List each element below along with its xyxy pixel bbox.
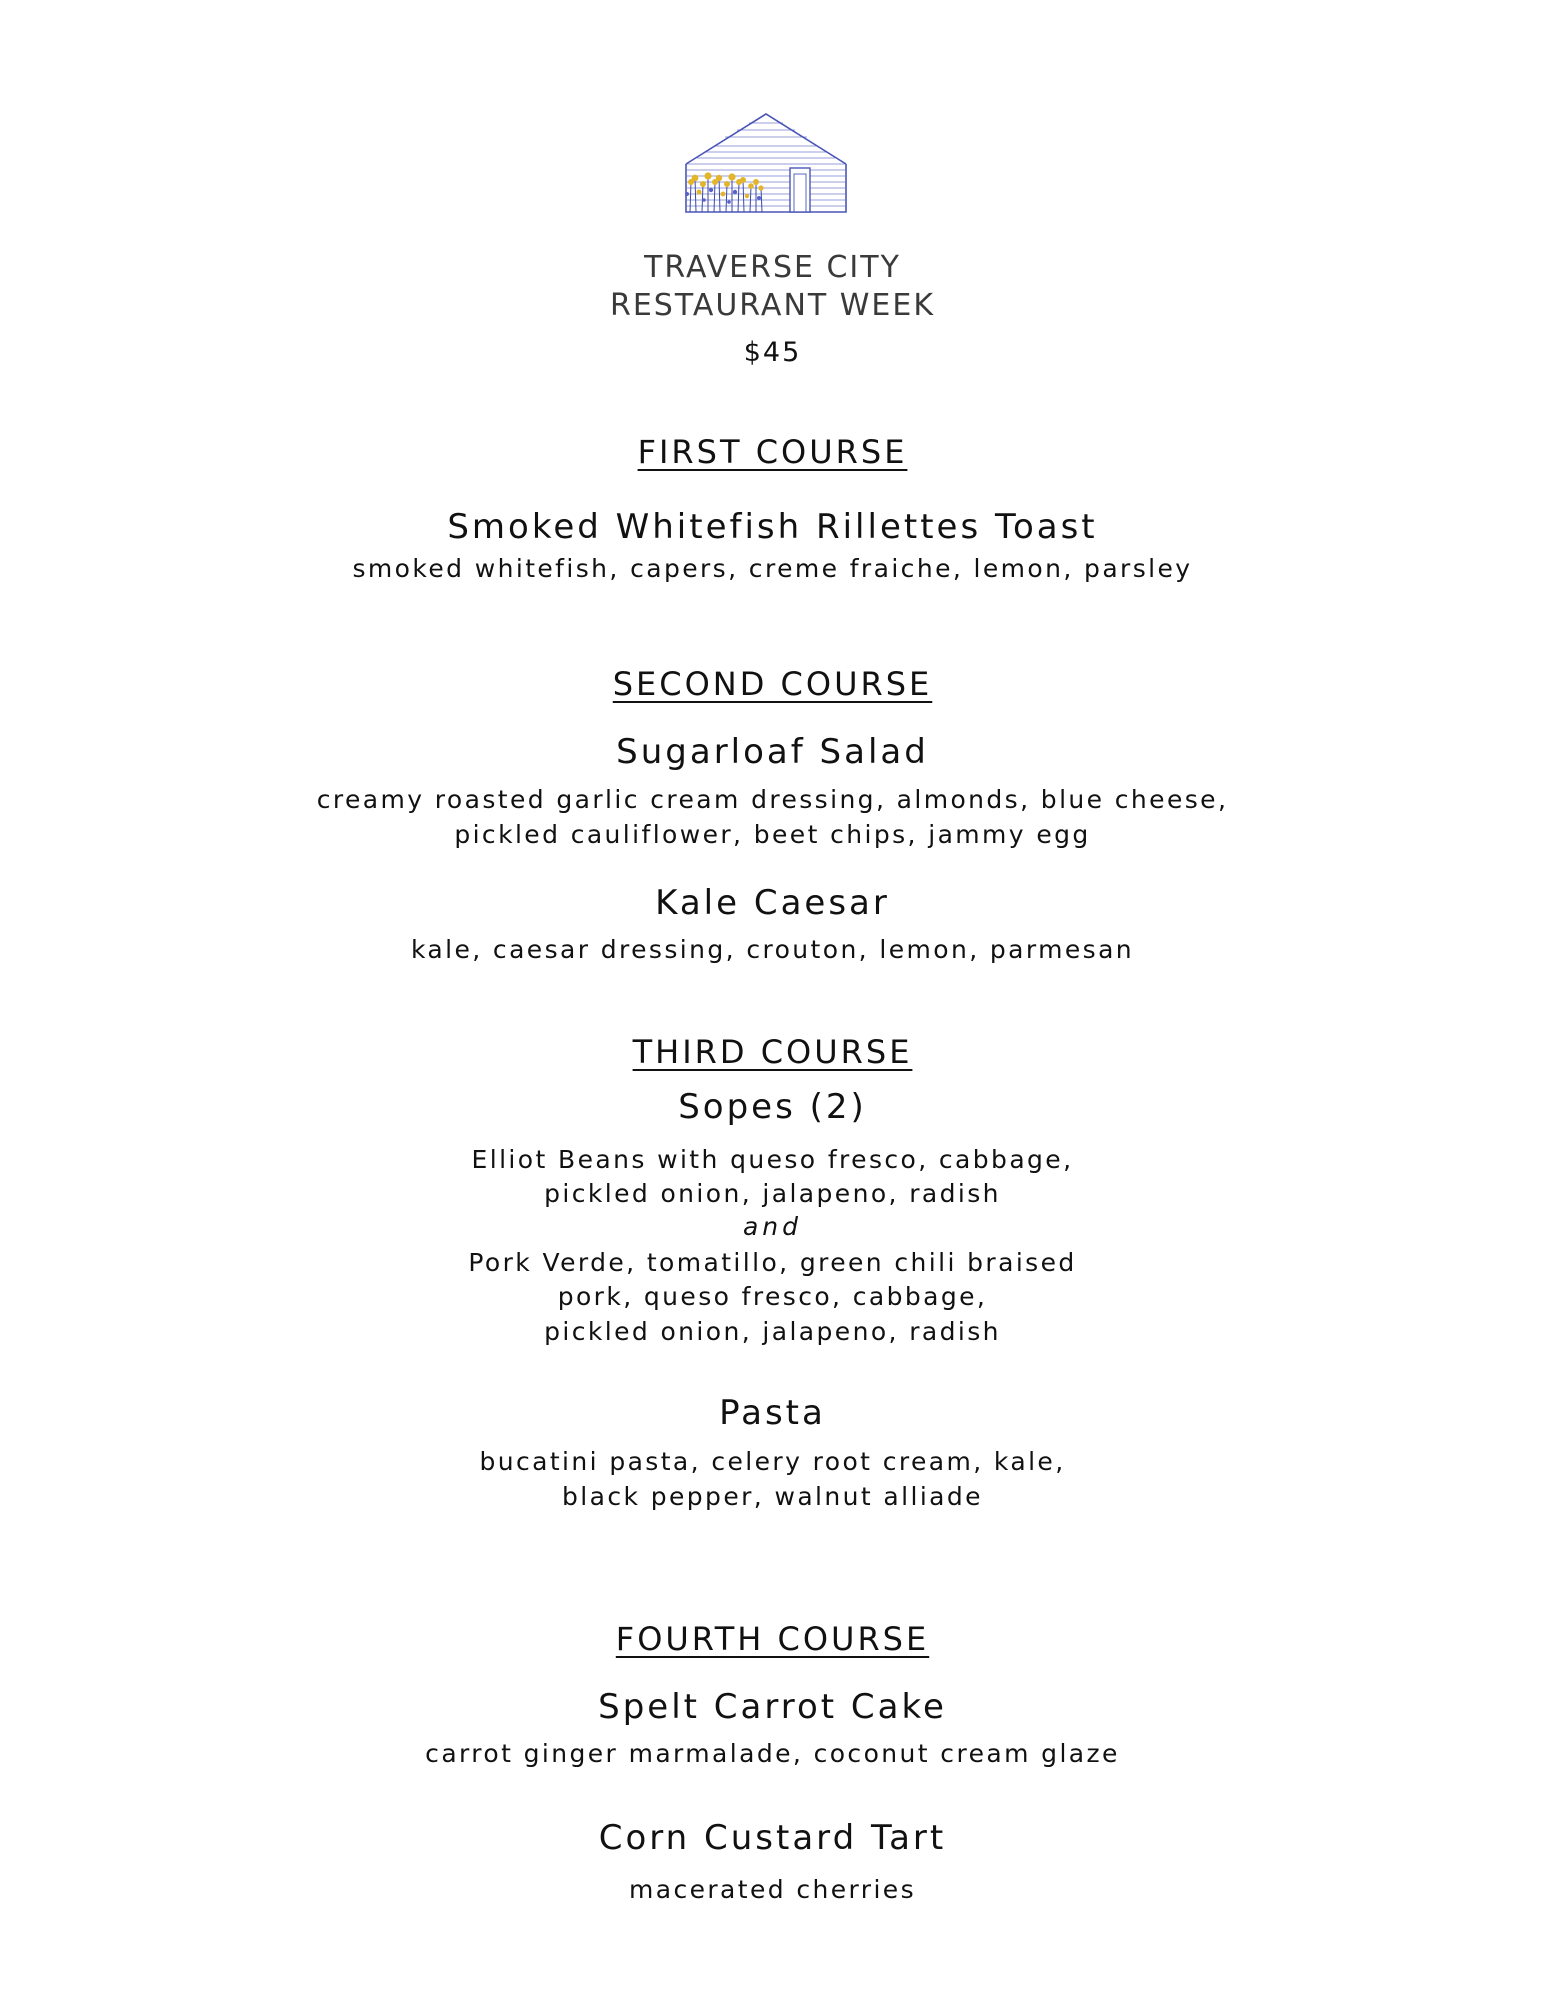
third-course-dish-2-desc-line-2: black pepper, walnut alliade xyxy=(562,1482,983,1511)
title-line-1: TRAVERSE CITY xyxy=(644,250,901,285)
second-course-dish-2-desc: kale, caesar dressing, crouton, lemon, parmesan xyxy=(410,935,1135,964)
third-course-dish-1-desc-line-1: Elliot Beans with queso fresco, cabbage, xyxy=(471,1145,1074,1174)
third-course-dish-2-desc-line-1: bucatini pasta, celery root cream, kale, xyxy=(479,1447,1066,1476)
third-course-dish-1-desc-line-4: pork, queso fresco, cabbage, xyxy=(557,1282,988,1311)
third-course-dish-1-desc-line-5: pickled onion, jalapeno, radish xyxy=(544,1317,1001,1346)
second-course-heading: SECOND COURSE xyxy=(612,665,933,703)
third-course-heading: THIRD COURSE xyxy=(632,1033,913,1071)
third-course-dish-1-desc-line-3: Pork Verde, tomatillo, green chili braised xyxy=(468,1248,1077,1277)
house-with-flowers-icon xyxy=(684,112,854,218)
second-course-dish-1-desc-line-2: pickled cauliflower, beet chips, jammy egg xyxy=(454,820,1091,849)
first-course-dish-1-name: Smoked Whitefish Rillettes Toast xyxy=(447,507,1098,547)
first-course-dish-1-desc: smoked whitefish, capers, creme fraiche, lemon, parsley xyxy=(352,554,1193,583)
second-course-dish-1-desc-line-1: creamy roasted garlic cream dressing, almonds, blue cheese, xyxy=(316,785,1229,814)
third-course-dish-2-name: Pasta xyxy=(719,1393,826,1433)
price: $45 xyxy=(743,337,802,368)
fourth-course-heading: FOURTH COURSE xyxy=(615,1620,930,1658)
third-course-dish-1-name: Sopes (2) xyxy=(678,1087,867,1127)
fourth-course-dish-1-desc: carrot ginger marmalade, coconut cream glaze xyxy=(425,1739,1120,1768)
second-course-dish-1-name: Sugarloaf Salad xyxy=(616,732,929,772)
fourth-course-dish-1-name: Spelt Carrot Cake xyxy=(598,1687,947,1727)
fourth-course-dish-2-desc: macerated cherries xyxy=(628,1875,917,1904)
first-course-heading: FIRST COURSE xyxy=(637,433,908,471)
title-line-2: RESTAURANT WEEK xyxy=(609,288,936,323)
third-course-dish-1-desc-line-2: pickled onion, jalapeno, radish xyxy=(544,1179,1001,1208)
third-course-dish-1-and: and xyxy=(742,1212,803,1241)
second-course-dish-2-name: Kale Caesar xyxy=(655,883,890,923)
fourth-course-dish-2-name: Corn Custard Tart xyxy=(598,1818,947,1858)
